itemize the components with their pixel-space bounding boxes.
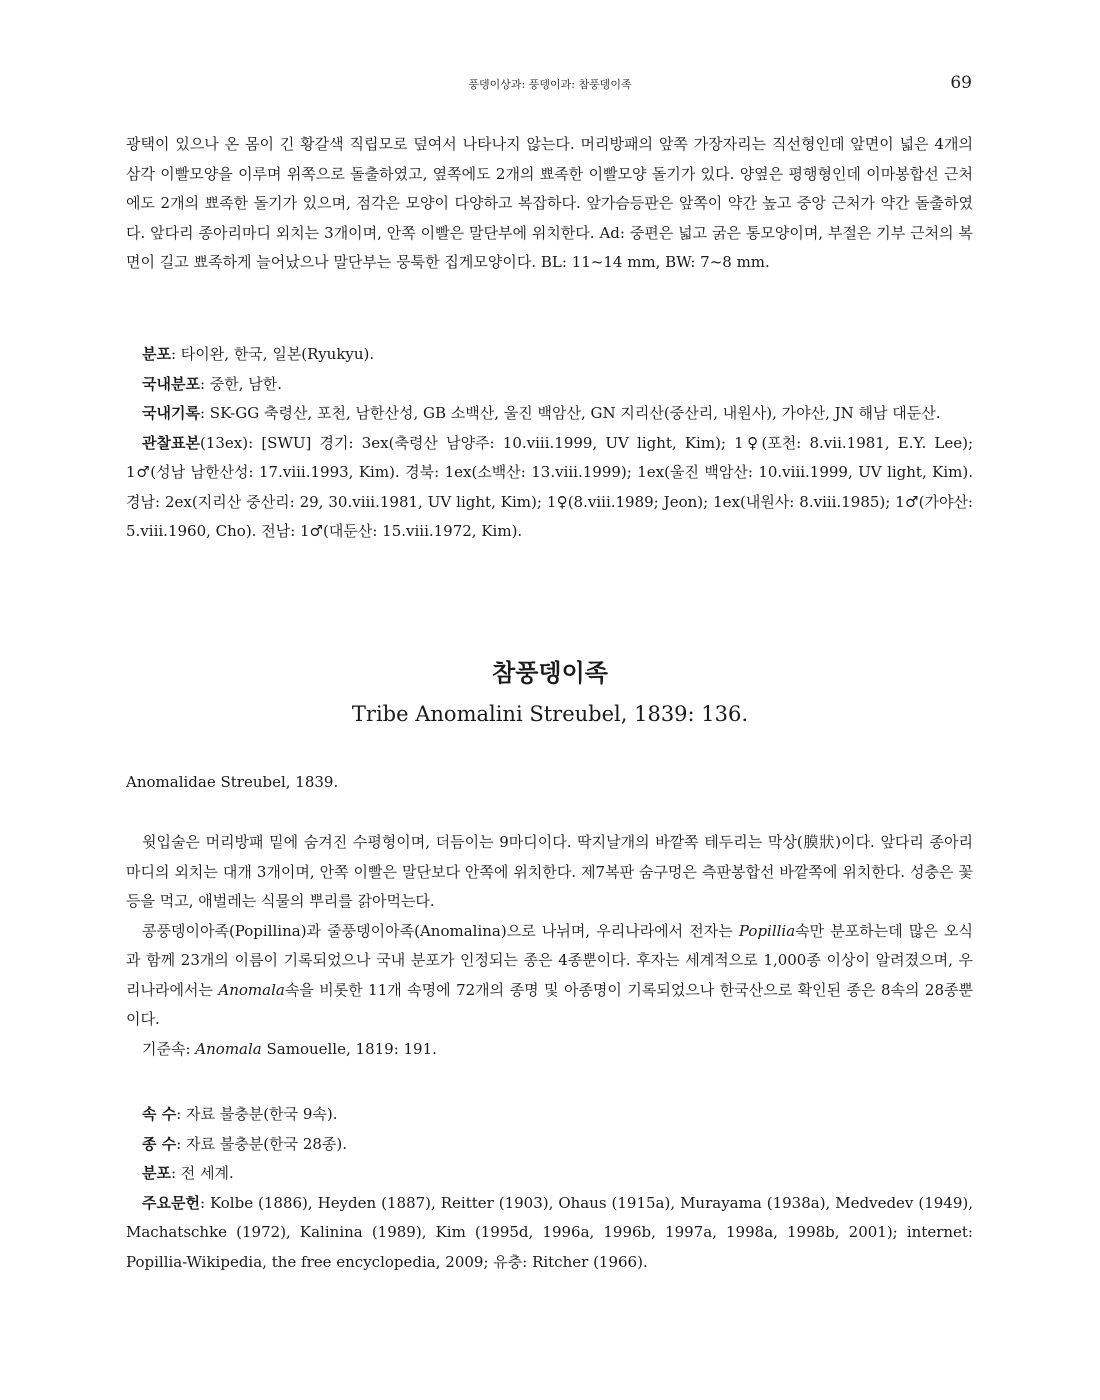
species-count-label: 종 수 bbox=[142, 1134, 177, 1153]
domestic-distribution-line bbox=[126, 370, 973, 400]
literature-text: : Kolbe (1886), Heyden (1887), Reitter (1903), Ohaus (1915a), Murayama (1938a), Medvedev (1949), Machatschke (1972), Kalinina (1989), Kim (1995d, 1996a, 1996b, 1997a, 1998a, 1998b, 2001); internet: Popillia-Wikipedia, the free encyclopedia, 2009; 유충: Ritcher (1966). bbox=[126, 1193, 973, 1271]
type-genus-name: Anomala bbox=[195, 1039, 262, 1058]
domestic-distribution-label: 국내분포 bbox=[142, 374, 200, 393]
page-number: 69 bbox=[950, 73, 972, 93]
domestic-records-text: : SK-GG 축령산, 포천, 남한산성, GB 소백산, 울진 백암산, GN 지리산(중산리, 내원사), 가야산, JN 해남 대둔산. bbox=[199, 404, 941, 422]
type-genus-line bbox=[126, 1035, 973, 1065]
tribe-description-section bbox=[126, 828, 973, 1064]
description-paragraph-1: 윗입술은 머리방패 밑에 숨겨진 수평형이며, 더듬이는 9마디이다. 딱지날개의 바깥쪽 테두리는 막상(膜狀)이다. 앞다리 종아리마디의 외치는 대개 3개이며, 안쪽 이빨은 말단보다 안쪽에 위치한다. 제7복판 숨구멍은 측판봉합선 바깥쪽에 위치한다. 성충은 꽃 등을 먹고, 애벌레는 식물의 뿌리를 갉아먹는다. bbox=[126, 833, 973, 910]
species-info-section bbox=[126, 340, 973, 547]
domestic-distribution-text: : 중한, 남한. bbox=[199, 374, 283, 393]
tribe-title-english: Tribe Anomalini Streubel, 1839: 136. bbox=[351, 702, 749, 726]
running-header: 풍뎅이상과: 풍뎅이과: 참풍뎅이족 bbox=[468, 78, 632, 91]
type-genus-prefix: 기준속: bbox=[142, 1039, 196, 1058]
specimens-text: (13ex): [SWU] 경기: 3ex(축령산 남양주: 10.viii.1999, UV light, Kim); 1♀(포천: 8.vii.1981, E.Y. Lee); 1♂(성남 남한산성: 17.viii.1993, Kim). 경북: 1ex(소백산: 13.viii.1999); 1ex(울진 백암산: 10.viii.1999, UV light, Kim). 경남: 2ex(지리산 중산리: 29, 30.viii.1981, UV light, Kim); 1♀(8.viii.1989; Jeon); 1ex(내원사: 8.viii.1985); 1♂(가야산: 5.viii.1960, Cho). 전남: 1♂(대둔산: 15.viii.1972, Kim). bbox=[126, 433, 973, 540]
genus-anomala: Anomala bbox=[218, 980, 285, 999]
tribe-distribution-line bbox=[126, 1159, 973, 1189]
distribution-line bbox=[126, 340, 973, 370]
description-2-part-a: 콩풍뎅이아족(Popillina)과 줄풍뎅이아족(Anomalina)으로 나뉘며, 우리나라에서 전자는 bbox=[142, 921, 739, 940]
type-genus-author: Samouelle, 1819: 191. bbox=[261, 1039, 437, 1058]
species-count-line bbox=[126, 1130, 973, 1160]
description-2-part-c: 속을 비롯한 11개 속명에 72개의 종명 및 아종명이 기록되었으나 한국산으로 확인된 종은 8속의 28종뿐이다. bbox=[126, 980, 973, 1028]
species-count-text: : 자료 불충분(한국 28종). bbox=[176, 1134, 348, 1153]
tribe-distribution-label: 분포 bbox=[142, 1164, 171, 1182]
distribution-text: : 타이완, 한국, 일본(Ryukyu). bbox=[170, 345, 375, 363]
literature-label: 주요문헌 bbox=[142, 1193, 200, 1212]
genera-count-line bbox=[126, 1100, 973, 1130]
domestic-records-line bbox=[126, 399, 973, 429]
synonym-section bbox=[126, 768, 973, 798]
tribe-title-korean: 참풍뎅이족 bbox=[492, 658, 608, 687]
intro-section bbox=[126, 130, 973, 278]
genera-count-label: 속 수 bbox=[142, 1105, 177, 1123]
specimens-line bbox=[126, 429, 973, 547]
tribe-distribution-text: : 전 세계. bbox=[170, 1164, 234, 1182]
literature-line bbox=[126, 1189, 973, 1278]
genera-count-text: : 자료 불충분(한국 9속). bbox=[176, 1105, 338, 1123]
intro-paragraph: 광택이 있으나 온 몸이 긴 황갈색 직립모로 덮여서 나타나지 않는다. 머리방패의 앞쪽 가장자리는 직선형인데 앞면이 넓은 4개의 삼각 이빨모양을 이루며 위쪽으로 돌출하였고, 옆쪽에도 2개의 뾰족한 이빨모양 돌기가 있다. 양옆은 평행형인데 이마봉합선 근처에도 2개의 뾰족한 돌기가 있으며, 점각은 모양이 다양하고 복잡하다. 앞가슴등판은 앞쪽이 약간 높고 중앙 근처가 약간 돌출하였다. 앞다리 종아리마디 외치는 3개이며, 안쪽 이빨은 말단부에 위치한다. Ad: 중편은 넓고 굵은 통모양이며, 부절은 기부 근처의 복면이 길고 뾰족하게 늘어났으나 말단부는 뭉툭한 집게모양이다. BL: 11~14 mm, BW: 7~8 mm. bbox=[126, 135, 973, 271]
distribution-label: 분포 bbox=[142, 345, 171, 363]
genus-popillia: Popillia bbox=[738, 921, 796, 940]
summary-section bbox=[126, 1100, 973, 1277]
description-paragraph-2 bbox=[126, 917, 973, 1035]
description-2-part-b: 속만 분포하는데 많은 오식과 함께 23개의 이름이 기록되었으나 국내 분포가 인정되는 종은 4종뿐이다. 후자는 세계적으로 1,000종 이상이 알려졌으며, 우리나라에서는 bbox=[126, 921, 973, 999]
specimens-label: 관찰표본 bbox=[142, 433, 200, 452]
domestic-records-label: 국내기록 bbox=[142, 404, 200, 422]
synonym-line: Anomalidae Streubel, 1839. bbox=[126, 773, 339, 791]
